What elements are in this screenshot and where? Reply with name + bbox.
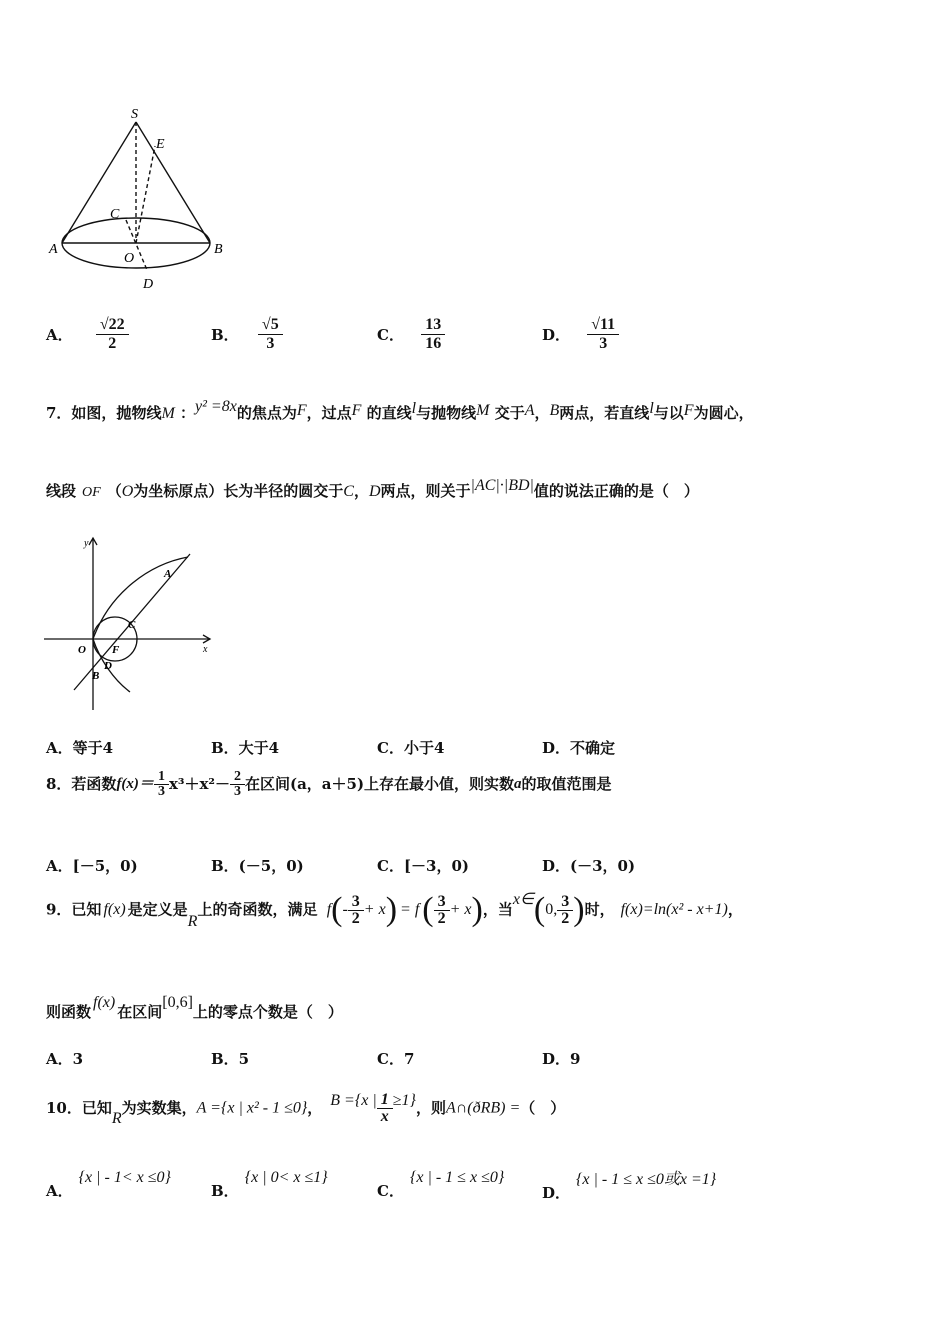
q7-text: 值的说法正确的是（ ） — [533, 482, 699, 500]
q7-text: 线段 — [46, 482, 77, 500]
cone-label-C: C — [110, 207, 120, 222]
q10-symbol-R: R — [111, 1109, 122, 1127]
fraction-numerator: 13 — [425, 316, 442, 333]
q7-text: ： — [180, 404, 196, 422]
q8-fraction-one-third — [154, 770, 169, 799]
q7-product-expression: |AC|·|BD| — [470, 477, 534, 494]
q7-text: 交于 — [494, 404, 525, 422]
cone-label-A: A — [49, 242, 58, 257]
q9-text: 时， — [584, 900, 615, 919]
fraction-numerator: √22 — [99, 316, 125, 333]
point-label-A: A — [164, 568, 172, 580]
fraction-denominator: 2 — [348, 910, 364, 927]
q7-line2 — [46, 477, 699, 501]
q7-parabola-equation: y² =8x — [195, 398, 237, 415]
right-paren: ) — [471, 891, 483, 928]
point-label-F: F — [112, 644, 120, 656]
fraction-denominator: 2 — [434, 910, 450, 927]
option-letter: D． — [542, 326, 571, 344]
q7-text: 的直线 — [366, 404, 412, 422]
q9-line2 — [46, 994, 343, 1022]
q8-function: f(x)＝ — [116, 776, 154, 792]
cone-segment-OE — [136, 146, 155, 243]
q8-text: 在区间(a，a＋5)上存在最小值，则实数 — [244, 775, 515, 793]
fraction-denominator: x — [377, 1108, 393, 1125]
q7-option-c[interactable]: C．小于4 — [377, 739, 445, 757]
q10-option-b[interactable] — [211, 1166, 328, 1200]
axis-label-y: y — [84, 538, 89, 549]
q9-option-a[interactable]: A．3 — [46, 1050, 84, 1068]
q7-symbol-l: l — [649, 400, 654, 417]
q9-option-c[interactable]: C．7 — [377, 1050, 415, 1068]
q8-var-a: a — [514, 776, 522, 792]
point-label-D: D — [104, 660, 112, 672]
cone-label-E: E — [156, 137, 165, 152]
cone-figure — [40, 100, 240, 300]
q7-symbol-M: M — [476, 402, 490, 419]
q7-text: 两点，则关于 — [380, 482, 471, 500]
q9-plus-x: + x — [363, 901, 386, 918]
q7-option-b[interactable]: B．大于4 — [211, 739, 280, 757]
q7-symbol-A: A — [524, 402, 535, 419]
q7-symbol-l: l — [411, 400, 417, 417]
fraction-numerator: 2 — [233, 769, 241, 784]
q9-text: 9．已知 — [46, 900, 102, 919]
q9-text: 上的奇函数，满足 — [197, 900, 318, 919]
fraction-numerator: √11 — [591, 316, 616, 333]
q7-text: 与以 — [653, 404, 684, 422]
q7-text: 为圆心， — [693, 404, 754, 422]
q10-option-a[interactable] — [46, 1166, 171, 1200]
q7-text: 与抛物线 — [416, 404, 477, 422]
q7-symbol-O: O — [121, 483, 134, 500]
option-letter: C． — [377, 326, 404, 344]
q9-text: ， — [727, 900, 743, 919]
q9-condition-f: f — [326, 901, 332, 918]
q7-text: 为坐标原点）长为半径的圆交于 — [133, 482, 344, 500]
cone-label-D: D — [143, 277, 154, 292]
option-fraction — [421, 316, 445, 353]
q10-text: ， — [307, 1099, 323, 1117]
q8-fraction-two-thirds — [230, 770, 245, 799]
q8-option-c[interactable]: C．[－3，0) — [377, 857, 470, 875]
q9-function: f(x) — [103, 901, 126, 918]
option-fraction — [258, 316, 283, 353]
q10-set-A: A ={x | x² - 1 ≤0} — [196, 1099, 308, 1117]
q10-text: 为实数集， — [121, 1099, 197, 1117]
option-letter: D． — [542, 1184, 571, 1202]
option-letter: A． — [46, 326, 73, 344]
q7-symbol-F: F — [296, 402, 307, 419]
q7-text: （ — [106, 482, 122, 500]
q7-text: ， — [534, 404, 550, 422]
fraction-numerator: 1 — [380, 1091, 389, 1108]
q7-option-a[interactable]: A．等于4 — [46, 739, 114, 757]
fraction-denominator: 3 — [154, 784, 169, 799]
q8-stem — [46, 770, 612, 799]
q10-text: （ ） — [520, 1099, 566, 1117]
q7-text: 两点，若直线 — [559, 404, 650, 422]
fraction-numerator: 3 — [561, 892, 570, 910]
q6-option-d[interactable] — [542, 316, 619, 353]
option-letter: B． — [211, 1182, 239, 1200]
cone-edge-SB — [136, 122, 210, 243]
option-set: {x | - 1< x ≤0} — [78, 1169, 171, 1186]
q7-symbol-F: F — [683, 402, 694, 419]
q9-plus-x: + x — [449, 901, 472, 918]
q6-option-c[interactable] — [377, 316, 445, 353]
q9-interval-left: 0, — [545, 901, 558, 918]
option-set: {x | 0< x ≤1} — [244, 1169, 328, 1186]
point-label-C: C — [128, 619, 136, 631]
q9-equals-f: = f — [400, 901, 420, 918]
option-set: {x | - 1 ≤ x ≤0} — [409, 1169, 505, 1186]
q7-symbol-C: C — [343, 483, 354, 500]
fraction-denominator: 3 — [587, 334, 619, 353]
q9-function: f(x) — [93, 994, 116, 1011]
q10-expression: A∩(ðRB) = — [445, 1099, 521, 1117]
fraction-numerator: 3 — [351, 892, 360, 910]
cone-label-O: O — [124, 251, 135, 266]
option-set: {x | - 1 ≤ x ≤0或x =1} — [576, 1171, 717, 1188]
fraction-denominator: 2 — [557, 910, 573, 927]
q7-symbol-D: D — [368, 483, 381, 500]
q8-option-b[interactable]: B．(－5，0) — [211, 857, 304, 875]
q10-stem — [46, 1092, 565, 1125]
q6-option-b[interactable] — [211, 316, 283, 353]
axis-label-x: x — [203, 644, 208, 655]
q7-text: ， — [353, 482, 369, 500]
fraction-denominator: 16 — [421, 334, 445, 353]
q9-option-d[interactable]: D．9 — [542, 1050, 581, 1068]
left-paren: ( — [533, 891, 546, 928]
q8-text: 8．若函数 — [46, 775, 117, 793]
parabola-figure — [40, 532, 220, 714]
fraction-numerator: 1 — [157, 769, 165, 784]
q9-function-definition: f(x)=ln(x² - x+1) — [620, 901, 728, 918]
option-fraction — [96, 316, 129, 353]
q7-text: 7．如图，抛物线 — [46, 404, 162, 422]
point-label-B: B — [92, 670, 100, 682]
q6-option-a[interactable] — [46, 316, 129, 353]
q10-set-B-left: B ={x | — [330, 1091, 377, 1109]
q10-text: 10．已知 — [46, 1099, 112, 1117]
q10-text: ，则 — [415, 1099, 446, 1117]
q7-symbol-M: M — [161, 405, 175, 422]
fraction-denominator: 3 — [230, 784, 245, 799]
q7-text: ，过点 — [306, 404, 352, 422]
q8-polynomial: x³＋x²－ — [168, 775, 230, 793]
q9-fraction — [434, 894, 450, 927]
q7-segment-OF: OF — [82, 485, 101, 500]
left-paren: ( — [331, 891, 343, 928]
q8-text: 的取值范围是 — [521, 775, 612, 793]
option-letter: B． — [211, 326, 239, 344]
q9-text: 上的零点个数是（ ） — [192, 1003, 343, 1021]
option-letter: C． — [377, 1182, 404, 1200]
q7-text: 的焦点为 — [236, 404, 297, 422]
option-letter: A． — [46, 1182, 73, 1200]
q8-option-d[interactable]: D．(－3，0) — [542, 857, 636, 875]
q9-fraction — [557, 894, 573, 927]
q9-option-b[interactable]: B．5 — [211, 1050, 250, 1068]
cone-label-B: B — [214, 242, 223, 257]
q9-text: 在区间 — [117, 1003, 163, 1021]
q9-x-in: x∈ — [512, 891, 534, 908]
q7-line1 — [46, 398, 754, 423]
q7-symbol-B: B — [549, 402, 560, 419]
right-paren: ) — [573, 891, 585, 928]
q10-option-d[interactable] — [542, 1166, 717, 1202]
q7-symbol-F: F — [351, 402, 362, 419]
q8-option-a[interactable]: A．[－5，0) — [46, 857, 138, 875]
q9-text: 则函数 — [46, 1003, 92, 1021]
fraction-denominator: 3 — [258, 334, 283, 353]
option-fraction — [587, 316, 619, 353]
q10-fraction — [377, 1092, 393, 1125]
q9-text: ，当 — [482, 900, 513, 919]
point-label-O: O — [78, 644, 86, 656]
q9-neg: - — [342, 901, 348, 918]
right-paren: ) — [385, 891, 398, 928]
cone-edge-SA — [62, 122, 136, 243]
q10-set-B-right: ≥1} — [392, 1091, 416, 1109]
q9-fraction — [348, 894, 364, 927]
cone-label-S: S — [131, 107, 138, 122]
q7-option-d[interactable]: D．不确定 — [542, 739, 616, 757]
q9-interval: [0,6] — [162, 994, 193, 1011]
q9-text: 是定义是 — [127, 900, 188, 919]
q9-symbol-R: R — [187, 913, 198, 930]
q10-option-c[interactable] — [377, 1166, 505, 1200]
fraction-numerator: 3 — [437, 892, 446, 910]
fraction-denominator: 2 — [96, 334, 129, 353]
left-paren: ( — [422, 891, 434, 928]
q9-line1 — [46, 891, 743, 930]
fraction-numerator: √5 — [261, 316, 279, 333]
